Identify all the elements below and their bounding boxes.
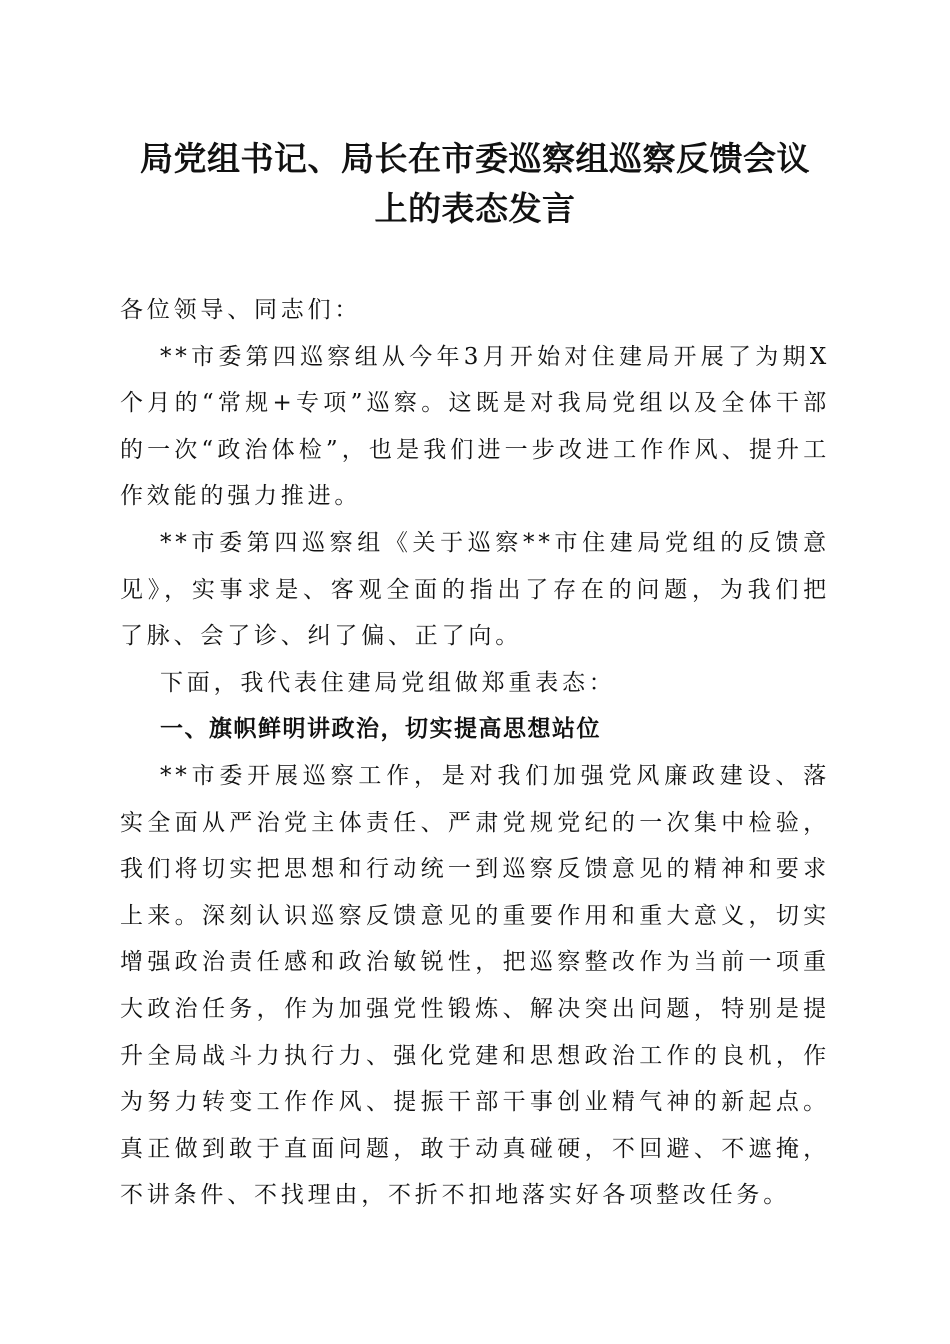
- section-1-heading: 一、旗帜鲜明讲政治，切实提高思想站位: [160, 716, 601, 743]
- document-title: [120, 134, 830, 234]
- salutation: 各位领导、同志们：: [120, 297, 362, 323]
- paragraph-2: **市委第四巡察组《关于巡察**市住建局党组的反馈意见》，实事求是、客观全面的指出了存在的问题，为我们把了脉、会了诊、纠了偏、正了向。: [120, 529, 830, 650]
- paragraph-3: 下面，我代表住建局党组做郑重表态：: [160, 669, 616, 696]
- document-body: [120, 287, 830, 1219]
- title-line-2: 上的表态发言: [374, 189, 576, 228]
- section-1-paragraph: **市委开展巡察工作，是对我们加强党风廉政建设、落实全面从严治党主体责任、严肃党规党纪的一次集中检验，我们将切实把思想和行动统一到巡察反馈意见的精神和要求上来。深刻认识巡察反馈意见的重要作用和重大意义，切实增强政治责任感和政治敏锐性，把巡察整改作为当前一项重大政治任务，作为加强党性锻炼、解决突出问题，特别是提升全局战斗力执行力、强化党建和思想政治工作的良机，作为努力转变工作作风、提振干部干事创业精气神的新起点。真正做到敢于直面问题，敢于动真碰硬，不回避、不遮掩，不讲条件、不找理由，不折不扣地落实好各项整改任务。: [120, 762, 830, 1209]
- paragraph-1: **市委第四巡察组从今年3月开始对住建局开展了为期X个月的“常规+专项”巡察。这既是对我局党组以及全体干部的一次“政治体检”，也是我们进一步改进工作作风、提升工作效能的强力推进。: [120, 343, 830, 510]
- title-line-1: 局党组书记、局长在市委巡察组巡察反馈会议: [140, 139, 810, 178]
